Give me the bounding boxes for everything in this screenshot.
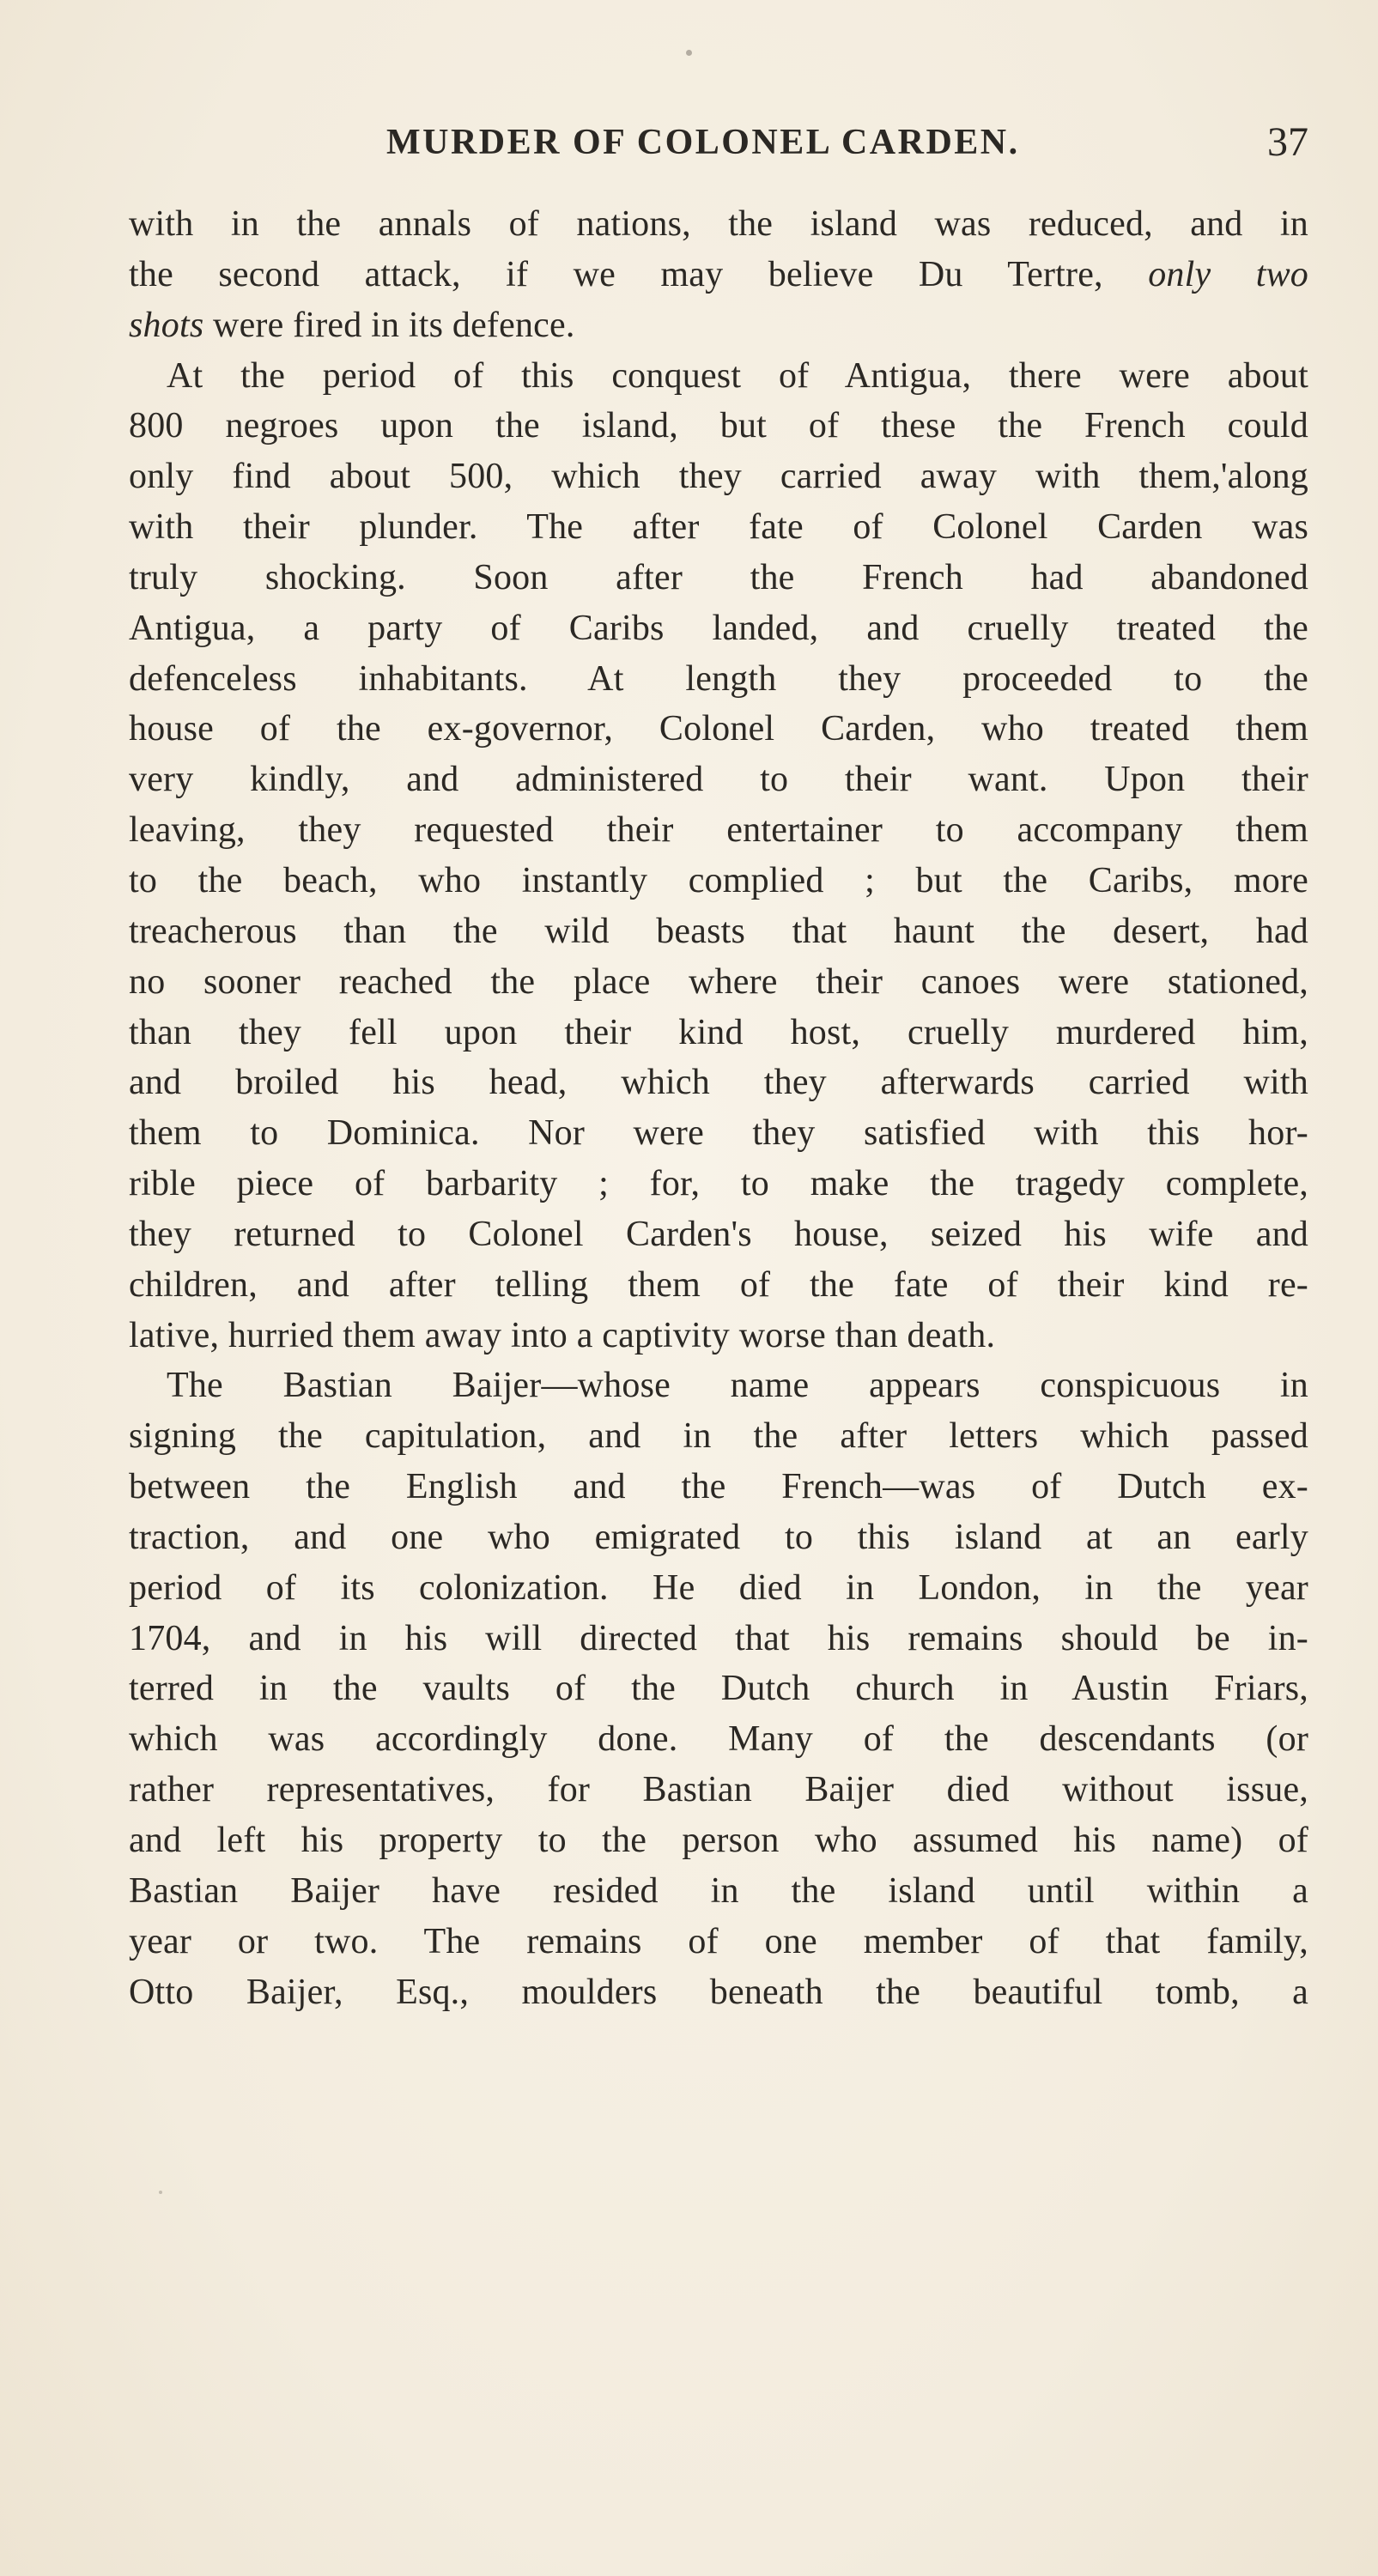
text-line: 1704, and in his will directed that his remains should be in-: [129, 1618, 1308, 1658]
text-line: defenceless inhabitants. At length they proceeded to the: [129, 658, 1308, 699]
ink-speck: [159, 2191, 162, 2194]
text-line: truly shocking. Soon after the French had abandoned: [129, 557, 1308, 597]
text-line: and left his property to the person who assumed his name) of: [129, 1821, 1308, 1860]
text-line: house of the ex-governor, Colonel Carden, who treated them: [129, 709, 1308, 749]
text-line: Antigua, a party of Caribs landed, and cruelly treated the: [129, 608, 1308, 648]
text-line: with their plunder. The after fate of Colonel Carden was: [129, 507, 1308, 548]
text-line: rible piece of barbarity ; for, to make the tragedy complete,: [129, 1164, 1308, 1204]
ink-speck: [686, 50, 692, 56]
page-number: 37: [1267, 119, 1308, 165]
text-line: shots were fired in its defence.: [129, 305, 575, 345]
text-line: Bastian Baijer have resided in the island until within a: [129, 1870, 1308, 1911]
text-line: which was accordingly done. Many of the descendants (or: [129, 1719, 1308, 1760]
text-line: children, and after telling them of the fate of their kind re-: [129, 1264, 1308, 1305]
text-line: with in the annals of nations, the island was reduced, and in: [129, 204, 1308, 244]
paragraph-start-line: The Bastian Baijer—whose name appears conspicuous in: [167, 1366, 1308, 1406]
text-line: they returned to Colonel Carden's house, seized his wife and: [129, 1214, 1308, 1254]
text-line: to the beach, who instantly complied ; but the Caribs, more: [129, 860, 1308, 900]
text-line: terred in the vaults of the Dutch church in Austin Friars,: [129, 1669, 1308, 1709]
italic-text: shots: [129, 305, 204, 345]
page-header: [129, 119, 1308, 173]
text-line: very kindly, and administered to their want. Upon their: [129, 760, 1308, 800]
text-line: treacherous than the wild beasts that haunt the desert, had: [129, 911, 1308, 951]
text-line: 800 negroes upon the island, but of these the French could: [129, 406, 1308, 446]
text-line: no sooner reached the place where their canoes were stationed,: [129, 961, 1308, 1002]
running-head: MURDER OF COLONEL CARDEN.: [386, 123, 1020, 162]
text-line: the second attack, if we may believe Du Tertre, only two: [129, 254, 1308, 294]
text-line: between the English and the French—was of Dutch ex-: [129, 1467, 1308, 1507]
text-line: rather representatives, for Bastian Baijer died without issue,: [129, 1770, 1308, 1810]
text-line: them to Dominica. Nor were they satisfied with this hor-: [129, 1113, 1308, 1154]
text-line: signing the capitulation, and in the after letters which passed: [129, 1416, 1308, 1457]
text-line: period of its colonization. He died in London, in the year: [129, 1567, 1308, 1608]
text-line: year or two. The remains of one member of that family,: [129, 1921, 1308, 1961]
text-line: Otto Baijer, Esq., moulders beneath the beautiful tomb, a: [129, 1972, 1308, 2012]
italic-text: only two: [1148, 254, 1308, 294]
text-line: and broiled his head, which they afterwards carried with: [129, 1063, 1308, 1103]
paragraph-start-line: At the period of this conquest of Antigua, there were about: [167, 355, 1308, 396]
text-line: traction, and one who emigrated to this island at an early: [129, 1517, 1308, 1557]
text-line: lative, hurried them away into a captivity worse than death.: [129, 1315, 996, 1355]
text-line: leaving, they requested their entertainer to accompany them: [129, 810, 1308, 851]
text-line: only find about 500, which they carried away with them,'along: [129, 457, 1308, 497]
text-line: than they fell upon their kind host, cruelly murdered him,: [129, 1012, 1308, 1052]
body-text: [129, 199, 1308, 2017]
